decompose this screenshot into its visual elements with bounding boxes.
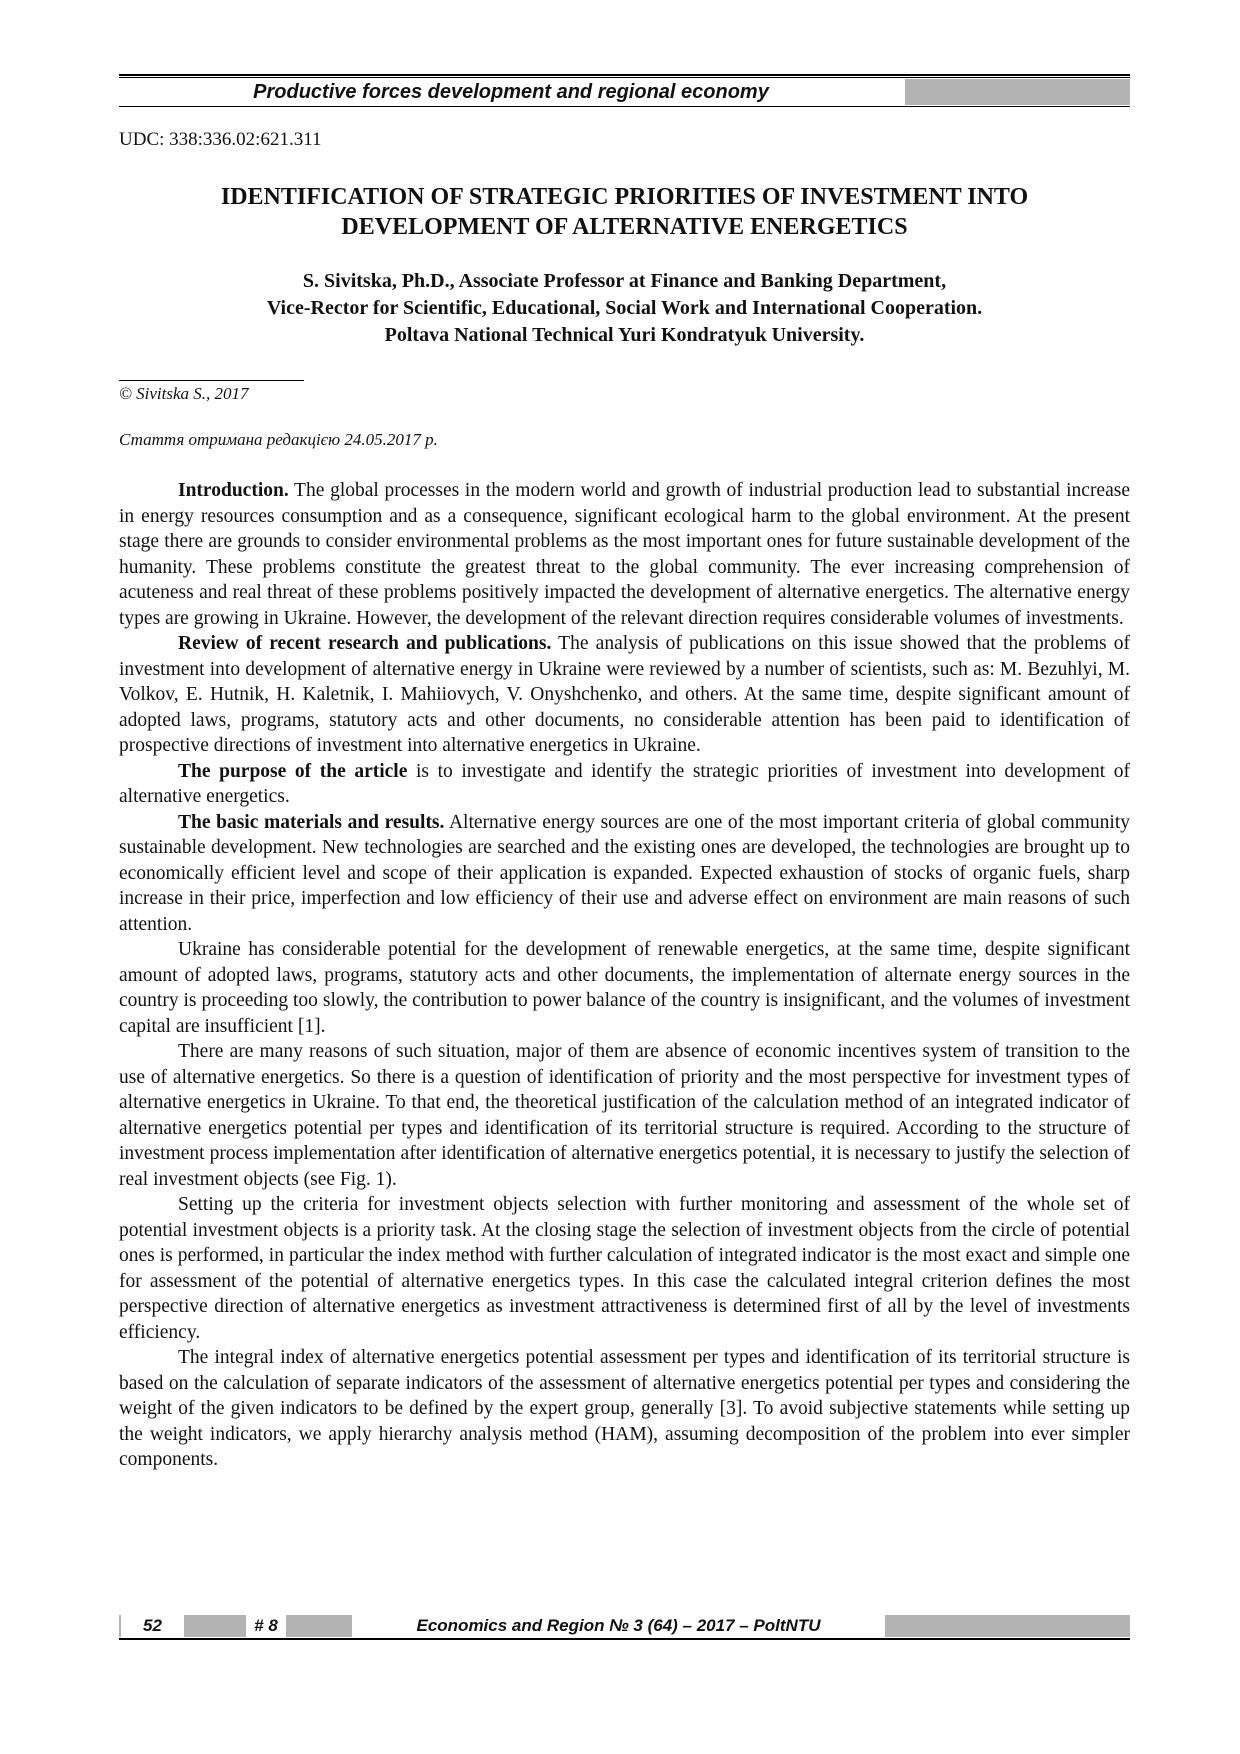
paragraph-text: The analysis of publications on this issue showed that the problems of investment into development of alternative energy in Ukraine were reviewed by a number of scientists, such as: M. Bezuhlyi, M. Volkov, E. Hutnik, H. Kaletnik, I. Mahiiovych, V. Onyshchenko, and others. At the same time, despite significant amount of adopted laws, programs, statutory acts and other documents, no considerable attention has been paid to identification of prospective directions of investment into alternative energetics in Ukraine. [119,633,1130,756]
header-rule [119,77,1130,78]
author-line: Vice-Rector for Scientific, Educational, Social Work and International Cooperation. [266,297,983,319]
paragraph-text: is to investigate and identify the strategic priorities of investment into development of alternative energetics. [119,760,1130,807]
body-paragraph [119,1345,1130,1473]
title-line: IDENTIFICATION OF STRATEGIC PRIORITIES OF INVESTMENT INTO [220,184,1029,210]
paragraph-text: There are many reasons of such situation, major of them are absence of economic incentives system of transition to the use of alternative energetics. So there is a question of identification of priority and the most perspective for investment types of alternative energetics in Ukraine. To that end, the theoretical justification of the calculation method of an integrated indicator of alternative energetics potential per types and identification of its territorial structure is required. According to the structure of investment process implementation after identification of alternative energetics potential, it is necessary to justify the selection of real investment objects (see Fig. 1). [119,1041,1130,1190]
copyright-rule [119,380,304,381]
body-paragraph [119,937,1130,1039]
author-line: Poltava National Technical Yuri Kondratyuk University. [384,324,865,346]
body-paragraph [119,478,1130,631]
header-rule [119,74,1130,76]
paragraph-text: Ukraine has considerable potential for the development of renewable energetics, at the same time, despite significant amount of adopted laws, programs, statutory acts and other documents, the implementation of alternate energy sources in the country is proceeding too slowly, the contribution to power balance of the country is insignificant, and the volumes of investment capital are insufficient [1]. [119,939,1130,1037]
article-title [119,182,1130,242]
paragraph-lead: Introduction. [178,480,289,501]
paragraph-text: The integral index of alternative energetics potential assessment per types and identification of its territorial structure is based on the calculation of separate indicators of the assessment of alternative energetics potential per types and considering the weight of the given indicators to be defined by the expert group, generally [3]. To avoid subjective statements while setting up the weight indicators, we apply hierarchy analysis method (HAM), assuming decomposition of the problem into ever simpler components. [119,1347,1130,1470]
journal-section-title: Productive forces development and regional economy [253,81,769,103]
paragraph-text: Setting up the criteria for investment objects selection with further monitoring and assessment of the whole set of potential investment objects is a priority task. At the closing stage the selection of investment objects from the circle of potential ones is performed, in particular the index method with further calculation of integrated indicator is the most exact and simple one for assessment of the potential of alternative energetics types. In this case the calculated integral criterion defines the most perspective direction of alternative energetics as investment attractiveness is determined first of all by the level of investments efficiency. [119,1194,1130,1343]
body-paragraph [119,759,1130,810]
page-number: 52 [121,1615,184,1637]
paragraph-lead: The basic materials and results. [178,811,445,833]
author-affiliation [119,268,1130,349]
header-rule [119,106,1130,107]
title-line: DEVELOPMENT OF ALTERNATIVE ENERGETICS [341,214,908,240]
paragraph-lead: Review of recent research and publications. [178,633,552,654]
received-date: Стаття отримана редакцією 24.05.2017 р. [119,430,438,449]
running-header [119,74,1130,108]
journal-citation: Economics and Region № 3 (64) – 2017 – PoltNTU [352,1615,885,1637]
body-paragraph [119,1039,1130,1192]
header-shade-block [905,79,1130,105]
body-paragraph [119,631,1130,759]
paragraph-text: Alternative energy sources are one of the most important criteria of global community sustainable development. New technologies are searched and the existing ones are developed, the technologies are brought up to economically efficient level and scope of their application is expanded. Expected exhaustion of stocks of organic fuels, sharp increase in their price, imperfection and low efficiency of their use and adverse effect on environment are main reasons of such attention. [119,811,1130,935]
udc-code: UDC: 338:336.02:621.311 [119,129,322,150]
body-paragraph [119,810,1130,938]
paragraph-lead: The purpose of the article [178,760,408,782]
issue-number: # 8 [246,1615,286,1637]
body-paragraph [119,1192,1130,1345]
article-body [119,478,1130,1473]
footer-rule [119,1638,1130,1640]
author-line: S. Sivitska, Ph.D., Associate Professor at Finance and Banking Department, [302,270,947,292]
copyright-notice: © Sivitska S., 2017 [119,384,249,403]
running-footer [119,1615,1130,1641]
paragraph-text: The global processes in the modern world and growth of industrial production lead to substantial increase in energy resources consumption and as a consequence, significant ecological harm to the global environment. At the present stage there are grounds to consider environmental problems as the most important ones for future sustainable development of the humanity. These problems constitute the greatest threat to the global community. The ever increasing comprehension of acuteness and real threat of these problems positively impacted the development of alternative energetics. The alternative energy types are growing in Ukraine. However, the development of the relevant direction requires considerable volumes of investments. [119,480,1130,629]
